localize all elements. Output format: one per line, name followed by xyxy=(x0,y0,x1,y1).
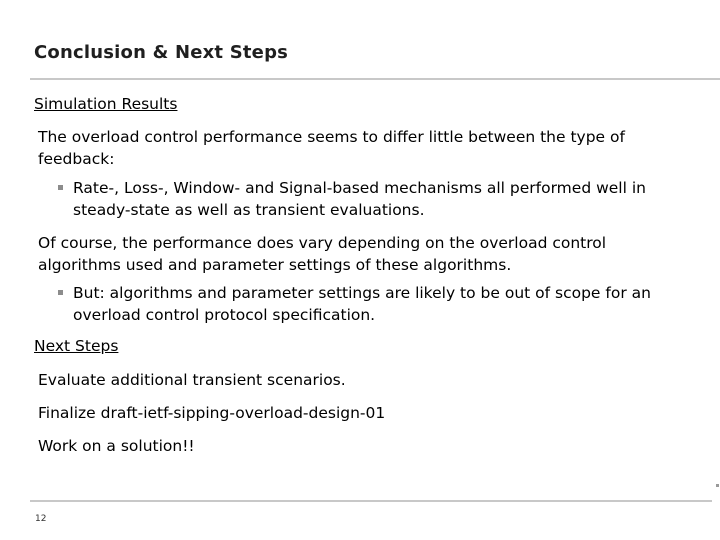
bullet-square-icon xyxy=(58,290,63,295)
paragraph-performance: Of course, the performance does vary depending on the overload control algorithms used and parameter settings of these algorithms. xyxy=(38,234,607,274)
paragraph-feedback: The overload control performance seems to differ little between the type of feedback: xyxy=(38,128,625,168)
slide-title: Conclusion & Next Steps xyxy=(34,42,289,63)
bullet-text: But: algorithms and parameter settings are likely to be out of scope for an overload control protocol specification. xyxy=(73,284,651,324)
bullet-item-mechanisms xyxy=(58,177,698,221)
next-step-item: Evaluate additional transient scenarios. xyxy=(38,371,346,389)
bullet-text: Rate-, Loss-, Window- and Signal-based mechanisms all performed well in steady-state as well as transient evaluations. xyxy=(73,179,646,219)
page-number: 12 xyxy=(35,514,47,524)
decorative-dot xyxy=(716,484,719,487)
footer-divider xyxy=(30,500,712,502)
section-heading-next-steps: Next Steps xyxy=(34,337,119,355)
next-step-item: Work on a solution!! xyxy=(38,437,195,455)
section-heading-simulation-results: Simulation Results xyxy=(34,95,178,113)
bullet-item-scope xyxy=(58,282,698,326)
bullet-square-icon xyxy=(58,185,63,190)
next-step-item: Finalize draft-ietf-sipping-overload-design-01 xyxy=(38,404,386,422)
